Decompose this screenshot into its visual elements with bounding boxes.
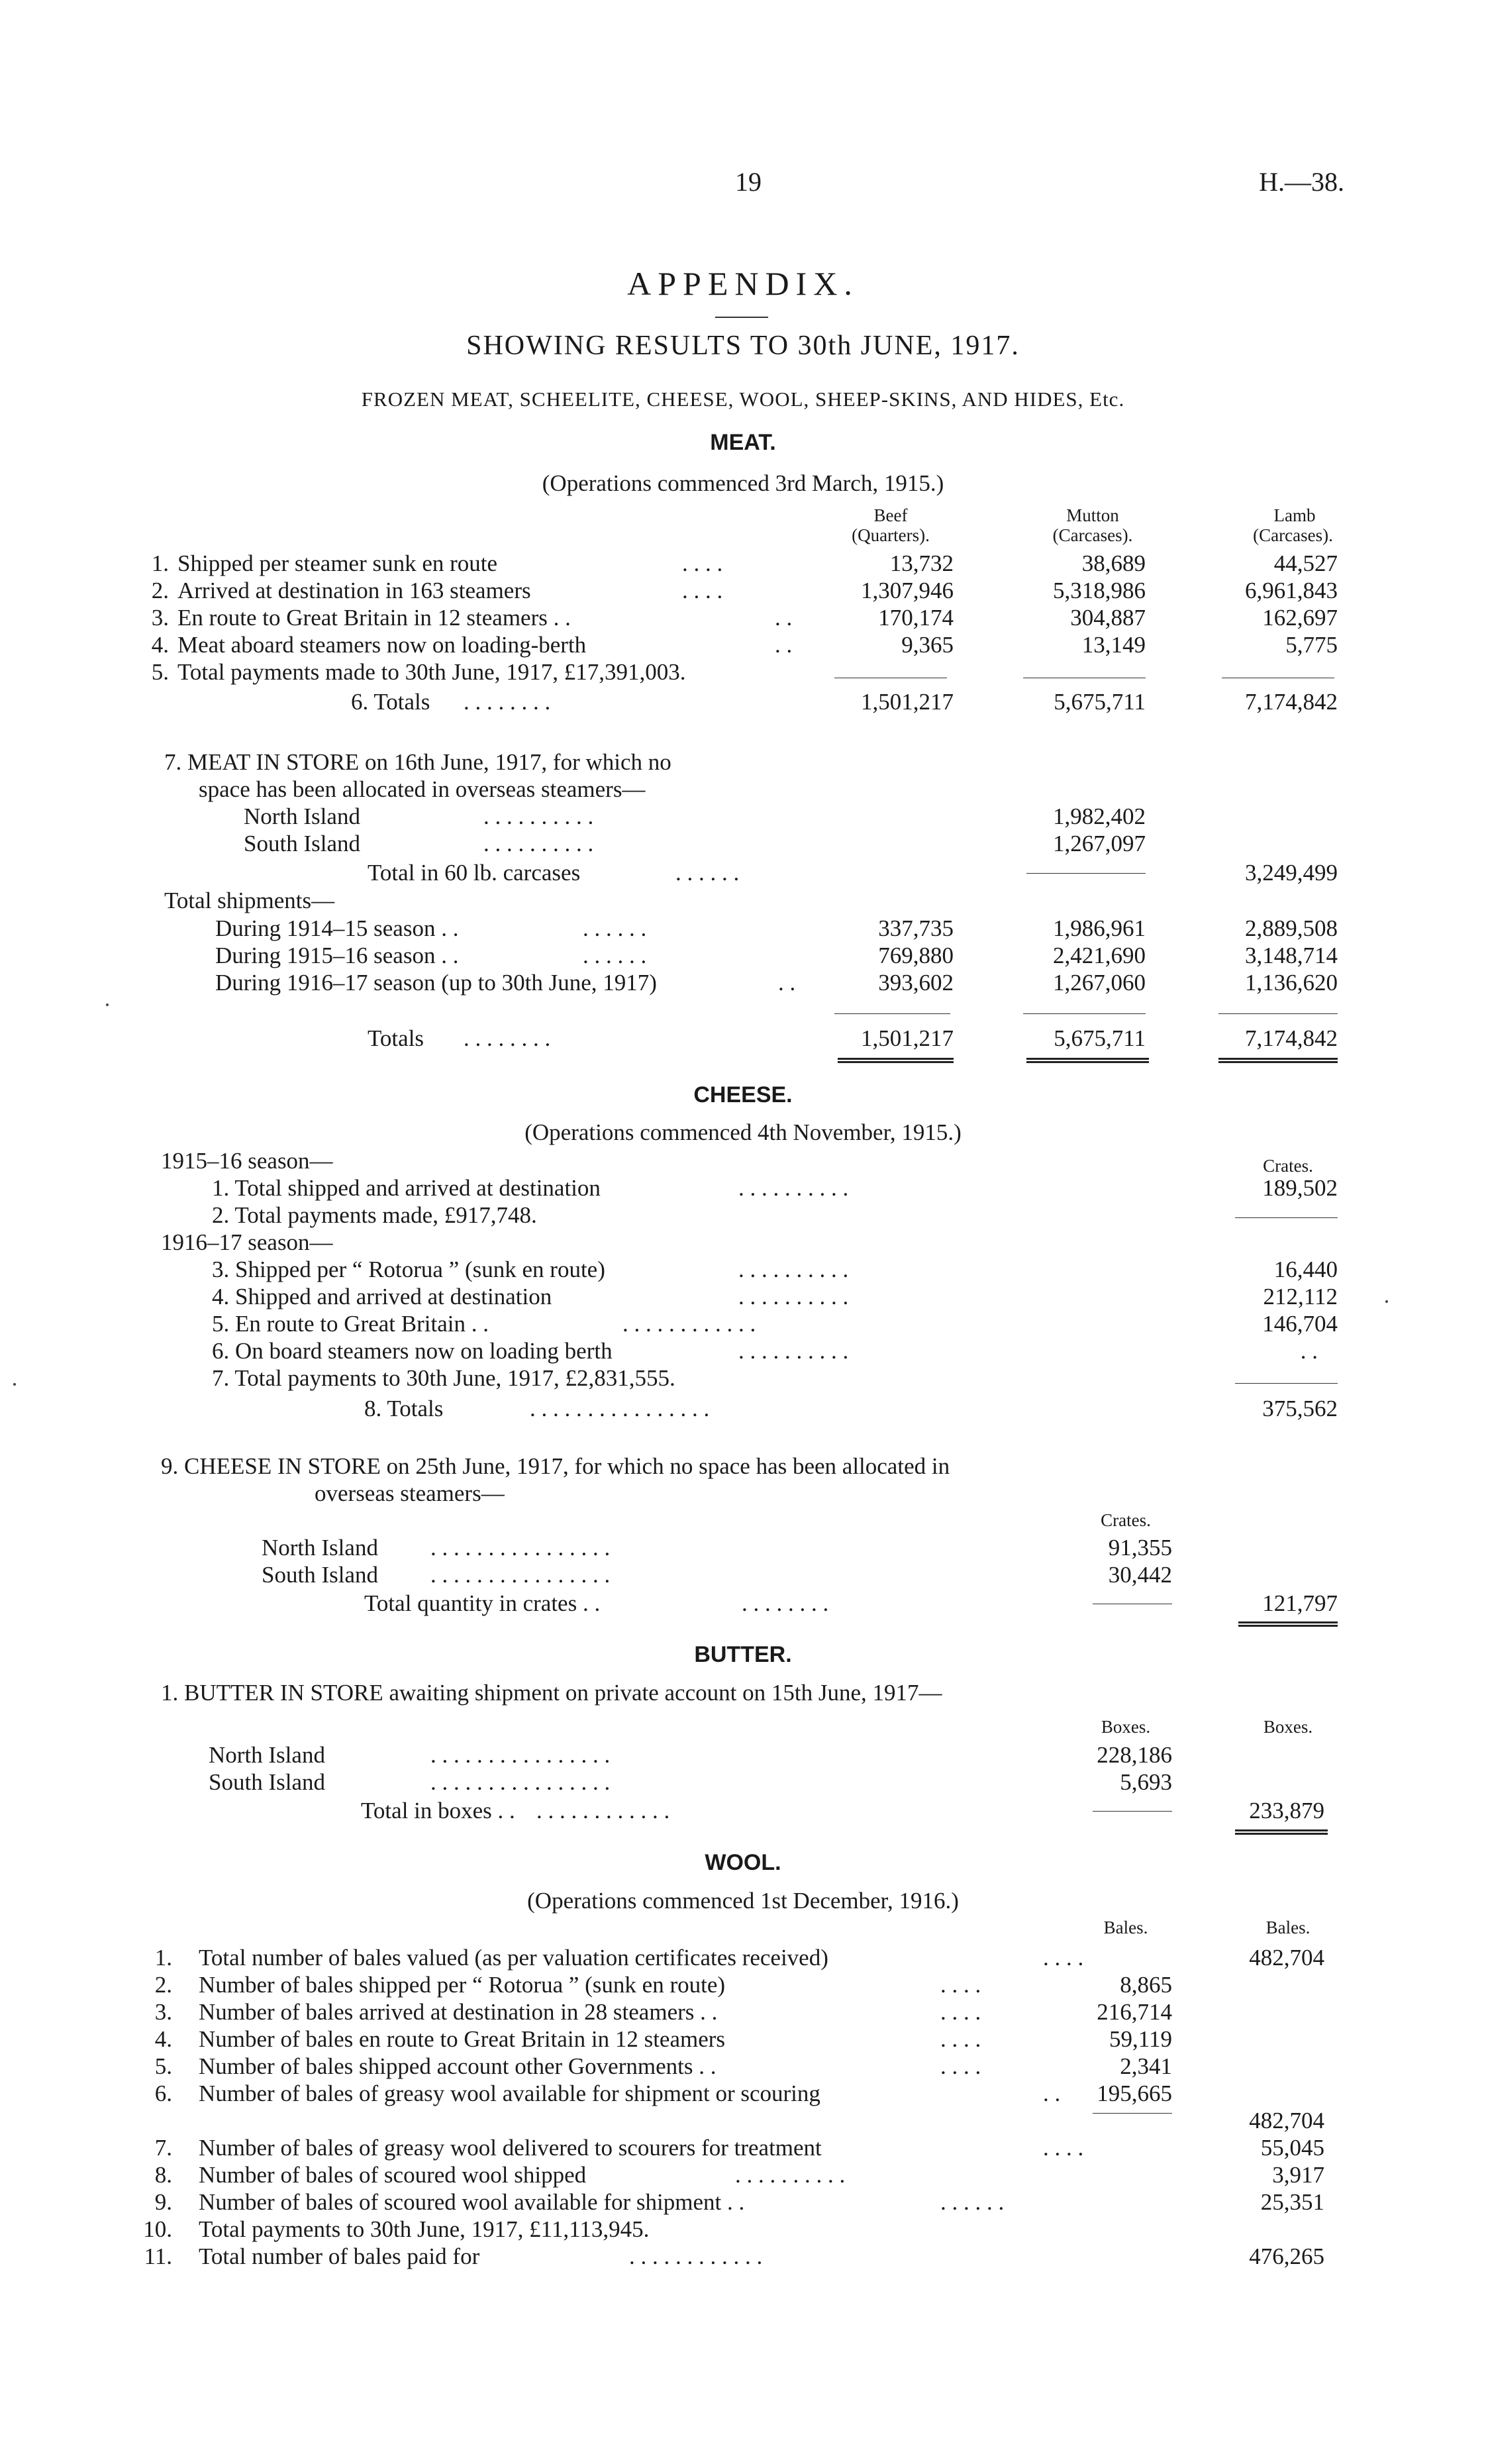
meat-store-north-value: 1,982,402 [1053, 803, 1146, 829]
cheese-store-crates-header: Crates. [1101, 1510, 1151, 1530]
wool-row-sub: 216,714 [1097, 1999, 1172, 2025]
cheese-row-text: 5. En route to Great Britain . . [212, 1311, 489, 1337]
wool-row-text: Number of bales en route to Great Britain in 12 steamers [199, 2026, 726, 2052]
subtotal-rule [1235, 1217, 1338, 1218]
subtotal-rule [834, 1013, 950, 1014]
wool-row-value: 482,704 [1249, 1945, 1324, 1971]
page-subtitle: SHOWING RESULTS TO 30th JUNE, 1917. [466, 331, 1020, 361]
cheese-store-north-label: North Island [262, 1535, 378, 1561]
wool-row-number: 5. [154, 2053, 172, 2079]
meat-row-beef: 170,174 [878, 605, 954, 631]
cheese-crates-header: Crates. [1263, 1156, 1313, 1176]
wool-row-value: 476,265 [1249, 2243, 1324, 2269]
meat-row-number: 3. [151, 605, 169, 631]
dot-leader: . . . . . . . . . . [483, 803, 594, 829]
dot-leader: . . . . [1043, 2135, 1084, 2161]
cheese-row-value: 189,502 [1262, 1175, 1338, 1201]
butter-boxes-header: Boxes. [1263, 1717, 1313, 1737]
wool-row-number: 11. [144, 2243, 172, 2269]
scan-speck [106, 1003, 109, 1006]
dot-leader: . . [778, 970, 796, 996]
shipments-row-lamb: 3,148,714 [1245, 943, 1338, 968]
cheese-operations-note: (Operations commenced 4th November, 1915.) [524, 1119, 962, 1145]
meat-row-number: 5. [151, 659, 169, 685]
wool-row-text: Number of bales arrived at destination in 28 steamers . . [199, 1999, 718, 2025]
meat-row-lamb: 6,961,843 [1245, 578, 1338, 603]
dot-leader: . . . . [940, 1999, 981, 2025]
shipments-heading: Total shipments— [164, 888, 335, 913]
cheese-row-text: 4. Shipped and arrived at destination [212, 1284, 552, 1309]
lamb-header: Lamb [1273, 505, 1316, 525]
wool-row-text: Number of bales shipped per “ Rotorua ” (sunk en route) [199, 1972, 726, 1998]
shipments-row-beef: 337,735 [878, 915, 954, 941]
wool-row-number: 7. [154, 2135, 172, 2161]
dot-leader: . . . . . . . . . . [735, 2162, 846, 2188]
shipments-row-beef: 769,880 [878, 943, 954, 968]
wool-row-number: 1. [154, 1945, 172, 1971]
page-number: 19 [735, 167, 762, 197]
meat-row-number: 2. [151, 578, 169, 603]
double-rule [838, 1058, 954, 1063]
dot-leader: . . . . . . [675, 860, 740, 886]
meat-store-north-label: North Island [244, 803, 360, 829]
meat-in-store-line2: space has been allocated in overseas steamers— [199, 776, 646, 802]
shipments-totals-lamb: 7,174,842 [1245, 1025, 1338, 1051]
dot-leader: . . . . [1043, 1945, 1084, 1971]
double-rule [1238, 1621, 1338, 1627]
wool-row-number: 4. [154, 2026, 172, 2052]
scan-speck [1385, 1300, 1388, 1303]
cheese-row-text: 3. Shipped per “ Rotorua ” (sunk en route) [212, 1257, 605, 1282]
dot-leader: . . . . . . . . . . [738, 1338, 849, 1364]
subtotal-rule [1218, 1013, 1338, 1014]
shipments-totals-mutton: 5,675,711 [1054, 1025, 1146, 1051]
cheese-season-1915: 1915–16 season— [161, 1148, 333, 1174]
dot-leader: . . . . . . . . [464, 1025, 551, 1051]
cheese-heading: CHEESE. [693, 1082, 793, 1107]
cheese-store-south-label: South Island [262, 1562, 378, 1588]
dot-leader: . . . . . . [940, 2189, 1005, 2215]
shipments-row-beef: 393,602 [878, 970, 954, 996]
cheese-row-text: 2. Total payments made, £917,748. [212, 1202, 537, 1228]
subtotal-rule [1093, 1811, 1172, 1812]
butter-boxes-subheader: Boxes. [1101, 1717, 1151, 1737]
wool-heading: WOOL. [705, 1850, 781, 1875]
dot-leader: . . . . . . . . . . . . [536, 1798, 670, 1823]
title-rule [715, 317, 768, 318]
dot-leader: . . . . . . [583, 915, 647, 941]
wool-row-text: Total payments to 30th June, 1917, £11,113,945. [199, 2216, 650, 2242]
wool-row-number: 6. [154, 2080, 172, 2106]
dot-leader: . . . . . . . . . . . . [622, 1311, 756, 1337]
meat-totals-mutton: 5,675,711 [1054, 689, 1146, 715]
shipments-totals-label: Totals [368, 1025, 424, 1051]
cheese-store-north-value: 91,355 [1108, 1535, 1172, 1561]
wool-row-sub: 8,865 [1120, 1972, 1172, 1998]
meat-row-mutton: 38,689 [1081, 550, 1146, 576]
dot-leader: . . . . [940, 2026, 981, 2052]
meat-row-leader: . . . . [682, 578, 723, 603]
meat-row-label: Total payments made to 30th June, 1917, £17,391,003. [177, 659, 686, 685]
wool-row-value: 25,351 [1260, 2189, 1324, 2215]
shipments-row-label: During 1915–16 season . . [215, 943, 459, 968]
meat-row-number: 4. [151, 632, 169, 658]
butter-north-label: North Island [209, 1742, 325, 1768]
page-subheading: FROZEN MEAT, SCHEELITE, CHEESE, WOOL, SHEEP-SKINS, AND HIDES, Etc. [361, 387, 1125, 411]
butter-south-value: 5,693 [1120, 1769, 1172, 1795]
butter-south-label: South Island [209, 1769, 325, 1795]
shipments-row-label: During 1916–17 season (up to 30th June, 1917) [215, 970, 657, 996]
meat-row-leader: . . [775, 605, 793, 631]
shipments-row-lamb: 1,136,620 [1245, 970, 1338, 996]
butter-heading: BUTTER. [694, 1642, 792, 1667]
meat-store-south-label: South Island [244, 831, 360, 856]
subtotal-rule [1023, 1013, 1146, 1014]
cheese-row-value: 16,440 [1273, 1257, 1338, 1282]
wool-row-text: Number of bales of scoured wool shipped [199, 2162, 587, 2188]
dot-leader: . . . . . . . . . . . . . . . . [430, 1742, 611, 1768]
wool-row-sub: 59,119 [1109, 2026, 1172, 2052]
meat-row-label: Arrived at destination in 163 steamers [177, 578, 531, 603]
meat-row-label: Meat aboard steamers now on loading-berth [177, 632, 587, 658]
dot-leader: . . . . . . . . . . . . [629, 2243, 763, 2269]
butter-north-value: 228,186 [1097, 1742, 1172, 1768]
wool-row-text: Number of bales of scoured wool available for shipment . . [199, 2189, 745, 2215]
meat-row-lamb: 44,527 [1273, 550, 1338, 576]
dot-leader: . . . . . . . . . . . . . . . . [430, 1769, 611, 1795]
meat-store-total-value: 3,249,499 [1245, 860, 1338, 886]
meat-row-leader: . . . . [682, 550, 723, 576]
wool-row-number: 9. [154, 2189, 172, 2215]
meat-row-lamb: 162,697 [1262, 605, 1338, 631]
meat-row-number: 1. [151, 550, 169, 576]
meat-totals-leader: . . . . . . . . [464, 689, 551, 715]
dot-leader: . . . . . . . . . . . . . . . . [530, 1396, 710, 1421]
meat-row-leader: . . [775, 632, 793, 658]
lamb-unit: (Carcases). [1253, 525, 1333, 545]
meat-row-beef: 9,365 [901, 632, 954, 658]
wool-row-value: 3,917 [1272, 2162, 1324, 2188]
cheese-row-text: 1. Total shipped and arrived at destination [212, 1175, 601, 1201]
dot-leader: . . . . [940, 2053, 981, 2079]
meat-row-mutton: 304,887 [1070, 605, 1146, 631]
meat-row-label: Shipped per steamer sunk en route [177, 550, 498, 576]
meat-operations-note: (Operations commenced 3rd March, 1915.) [542, 470, 944, 496]
shipments-row-mutton: 1,267,060 [1053, 970, 1146, 996]
wool-subtotal-value: 482,704 [1249, 2108, 1324, 2133]
cheese-row-value: 146,704 [1262, 1311, 1338, 1337]
wool-row-text: Number of bales of greasy wool delivered to scourers for treatment [199, 2135, 822, 2161]
wool-row-number: 8. [154, 2162, 172, 2188]
subtotal-rule [1093, 2113, 1172, 2114]
cheese-row-text: 6. On board steamers now on loading berth [212, 1338, 613, 1364]
meat-totals-beef: 1,501,217 [861, 689, 954, 715]
scan-speck [13, 1383, 16, 1386]
dot-leader: . . . . [940, 1972, 981, 1998]
subtotal-rule [1235, 1383, 1338, 1384]
mutton-unit: (Carcases). [1052, 525, 1133, 545]
wool-row-sub: 2,341 [1120, 2053, 1172, 2079]
subtotal-rule [1026, 873, 1146, 874]
cheese-row-value: . . [1300, 1338, 1318, 1364]
dot-leader: . . . . . . . . . . [483, 831, 594, 856]
dot-leader: . . . . . . . . . . [738, 1257, 849, 1282]
double-rule [1235, 1829, 1328, 1835]
shipments-row-label: During 1914–15 season . . [215, 915, 459, 941]
cheese-store-total-label: Total quantity in crates . . [364, 1590, 601, 1616]
meat-in-store-line1: 7. MEAT IN STORE on 16th June, 1917, for which no [164, 749, 671, 775]
page-title: APPENDIX. [627, 265, 859, 302]
wool-bales-subheader: Bales. [1103, 1918, 1148, 1937]
dot-leader: . . [1043, 2080, 1061, 2106]
dot-leader: . . . . . . . . . . [738, 1284, 849, 1309]
shipments-totals-beef: 1,501,217 [861, 1025, 954, 1051]
wool-row-value: 55,045 [1260, 2135, 1324, 2161]
dot-leader: . . . . . . . . . . . . . . . . [430, 1535, 611, 1561]
beef-unit: (Quarters). [852, 525, 930, 545]
dot-leader: . . . . . . [583, 943, 647, 968]
wool-row-text: Total number of bales paid for [199, 2243, 480, 2269]
double-rule [1218, 1058, 1338, 1063]
mutton-header: Mutton [1066, 505, 1119, 525]
meat-row-beef: 13,732 [889, 550, 954, 576]
wool-row-text: Number of bales shipped account other Governments . . [199, 2053, 717, 2079]
shipments-row-mutton: 2,421,690 [1053, 943, 1146, 968]
meat-row-lamb: 5,775 [1285, 632, 1338, 658]
wool-row-number: 3. [154, 1999, 172, 2025]
meat-heading: MEAT. [710, 430, 776, 455]
wool-row-text: Number of bales of greasy wool available for shipment or scouring [199, 2080, 820, 2106]
wool-row-number: 10. [143, 2216, 172, 2242]
cheese-row-value: 212,112 [1263, 1284, 1338, 1309]
dot-leader: . . . . . . . . [742, 1590, 829, 1616]
meat-store-total-label: Total in 60 lb. carcases [368, 860, 581, 886]
butter-in-store-line: 1. BUTTER IN STORE awaiting shipment on private account on 15th June, 1917— [161, 1680, 942, 1706]
wool-row-sub: 195,665 [1097, 2080, 1172, 2106]
cheese-season-1916: 1916–17 season— [161, 1229, 333, 1255]
dot-leader: . . . . . . . . . . . . . . . . [430, 1562, 611, 1588]
document-reference: H.—38. [1259, 167, 1344, 197]
cheese-totals-label: 8. Totals [364, 1396, 444, 1421]
cheese-row-text: 7. Total payments to 30th June, 1917, £2,831,555. [212, 1365, 675, 1391]
meat-totals-label: 6. Totals [351, 689, 430, 715]
cheese-in-store-line2: overseas steamers— [315, 1480, 505, 1506]
meat-totals-lamb: 7,174,842 [1245, 689, 1338, 715]
cheese-in-store-line1: 9. CHEESE IN STORE on 25th June, 1917, for which no space has been allocated in [161, 1453, 950, 1479]
cheese-store-south-value: 30,442 [1108, 1562, 1172, 1588]
wool-operations-note: (Operations commenced 1st December, 1916.) [527, 1888, 959, 1914]
meat-row-beef: 1,307,946 [861, 578, 954, 603]
meat-row-mutton: 5,318,986 [1053, 578, 1146, 603]
meat-row-mutton: 13,149 [1081, 632, 1146, 658]
cheese-store-total-value: 121,797 [1262, 1590, 1338, 1616]
butter-total-label: Total in boxes . . [361, 1798, 515, 1823]
wool-row-text: Total number of bales valued (as per valuation certificates received) [199, 1945, 828, 1971]
butter-total-value: 233,879 [1249, 1798, 1324, 1823]
dot-leader: . . . . . . . . . . [738, 1175, 849, 1201]
shipments-row-mutton: 1,986,961 [1053, 915, 1146, 941]
double-rule [1026, 1058, 1149, 1063]
meat-store-south-value: 1,267,097 [1053, 831, 1146, 856]
meat-row-label: En route to Great Britain in 12 steamers . . [177, 605, 571, 631]
cheese-totals-value: 375,562 [1262, 1396, 1338, 1421]
wool-row-number: 2. [154, 1972, 172, 1998]
wool-bales-header: Bales. [1265, 1918, 1311, 1937]
shipments-row-lamb: 2,889,508 [1245, 915, 1338, 941]
beef-header: Beef [873, 505, 908, 525]
